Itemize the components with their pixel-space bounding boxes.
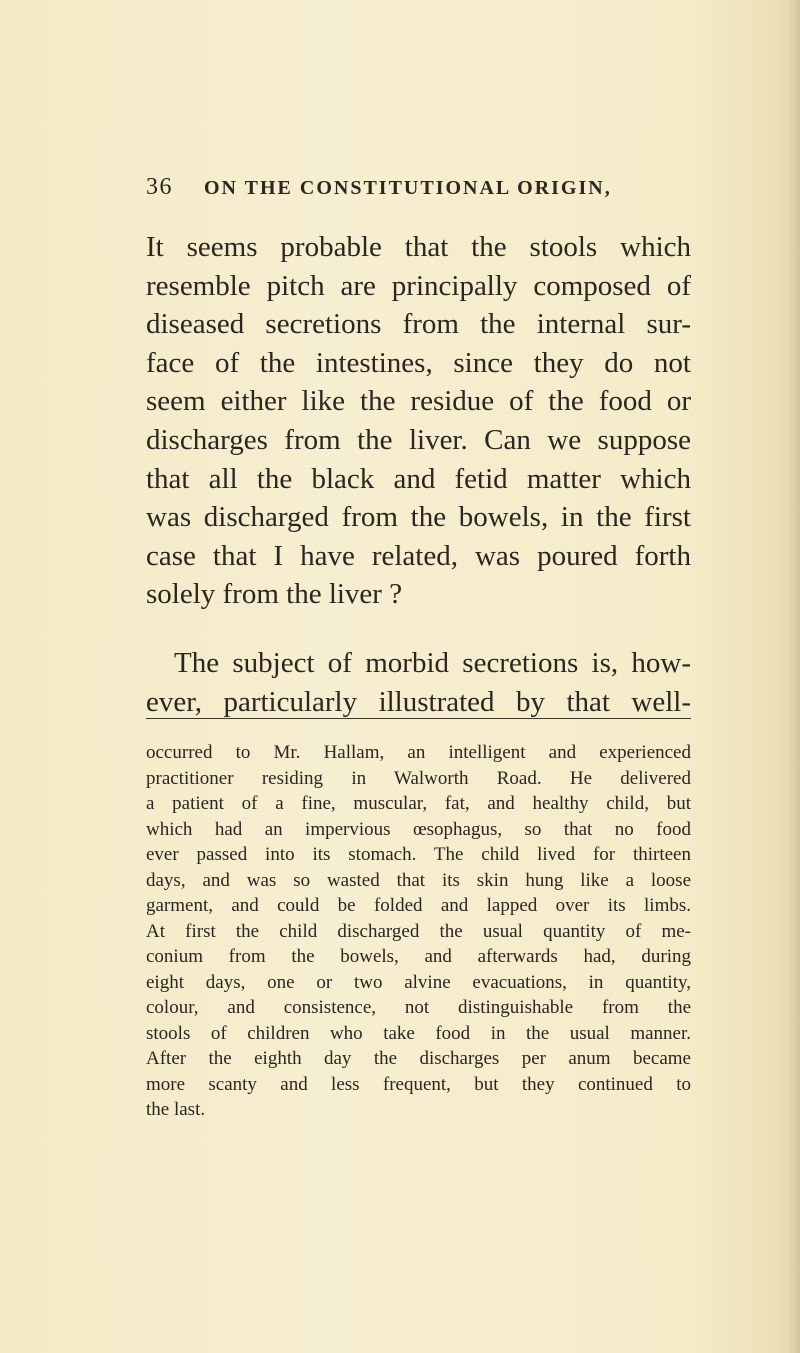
text-line: face of the intestines, since they do not (146, 346, 691, 379)
paragraph-1 (146, 228, 691, 614)
text-line: ever, particularly illustrated by that well- (146, 685, 691, 718)
page-edge-shadow (788, 0, 800, 1353)
footnote-line: the last. (146, 1099, 206, 1120)
running-title: ON THE CONSTITUTIONAL ORIGIN, (204, 177, 612, 199)
text-line: solely from the liver ? (146, 578, 403, 611)
page-number: 36 (146, 174, 173, 200)
footnote-line: garment, and could be folded and lapped over its limbs. (146, 895, 691, 916)
footnote-line: practitioner residing in Walworth Road. He delivered (146, 767, 691, 789)
text-line: discharges from the liver. Can we suppose (146, 423, 691, 456)
footnote-line: stools of children who take food in the usual manner. (146, 1022, 691, 1044)
footnote-line: At first the child discharged the usual quantity of me- (146, 920, 691, 942)
footnote-line: After the eighth day the discharges per anum became (146, 1048, 691, 1069)
footnote-line: a patient of a fine, muscular, fat, and healthy child, but (146, 793, 691, 814)
footnote-line: occurred to Mr. Hallam, an intelligent and experienced (146, 742, 691, 763)
main-text (146, 228, 691, 721)
footnote-line: which had an impervious œsophagus, so that no food (146, 818, 691, 840)
text-line: resemble pitch are principally composed of (146, 269, 691, 302)
paragraph-gap (146, 614, 691, 644)
footnote (146, 740, 691, 1123)
text-line: case that I have related, was poured forth (146, 539, 691, 572)
text-line: that all the black and fetid matter which (146, 462, 691, 495)
paragraph-2 (146, 644, 691, 721)
running-head (146, 174, 666, 208)
text-line: was discharged from the bowels, in the first (146, 501, 691, 534)
footnote-line: conium from the bowels, and afterwards had, during (146, 946, 691, 967)
footnote-line: colour, and consistence, not distinguishable from the (146, 997, 691, 1018)
footnote-line: days, and was so wasted that its skin hung like a loose (146, 869, 691, 891)
footnote-line: eight days, one or two alvine evacuations, in quantity, (146, 971, 691, 993)
text-line: seem either like the residue of the food or (146, 385, 691, 418)
footnote-line: ever passed into its stomach. The child lived for thirteen (146, 844, 691, 865)
footnote-rule (146, 718, 691, 719)
text-line: It seems probable that the stools which (146, 231, 691, 263)
text-line: diseased secretions from the internal sur- (146, 308, 691, 341)
footnote-line: more scanty and less frequent, but they continued to (146, 1073, 691, 1095)
text-line: The subject of morbid secretions is, how- (174, 646, 691, 679)
